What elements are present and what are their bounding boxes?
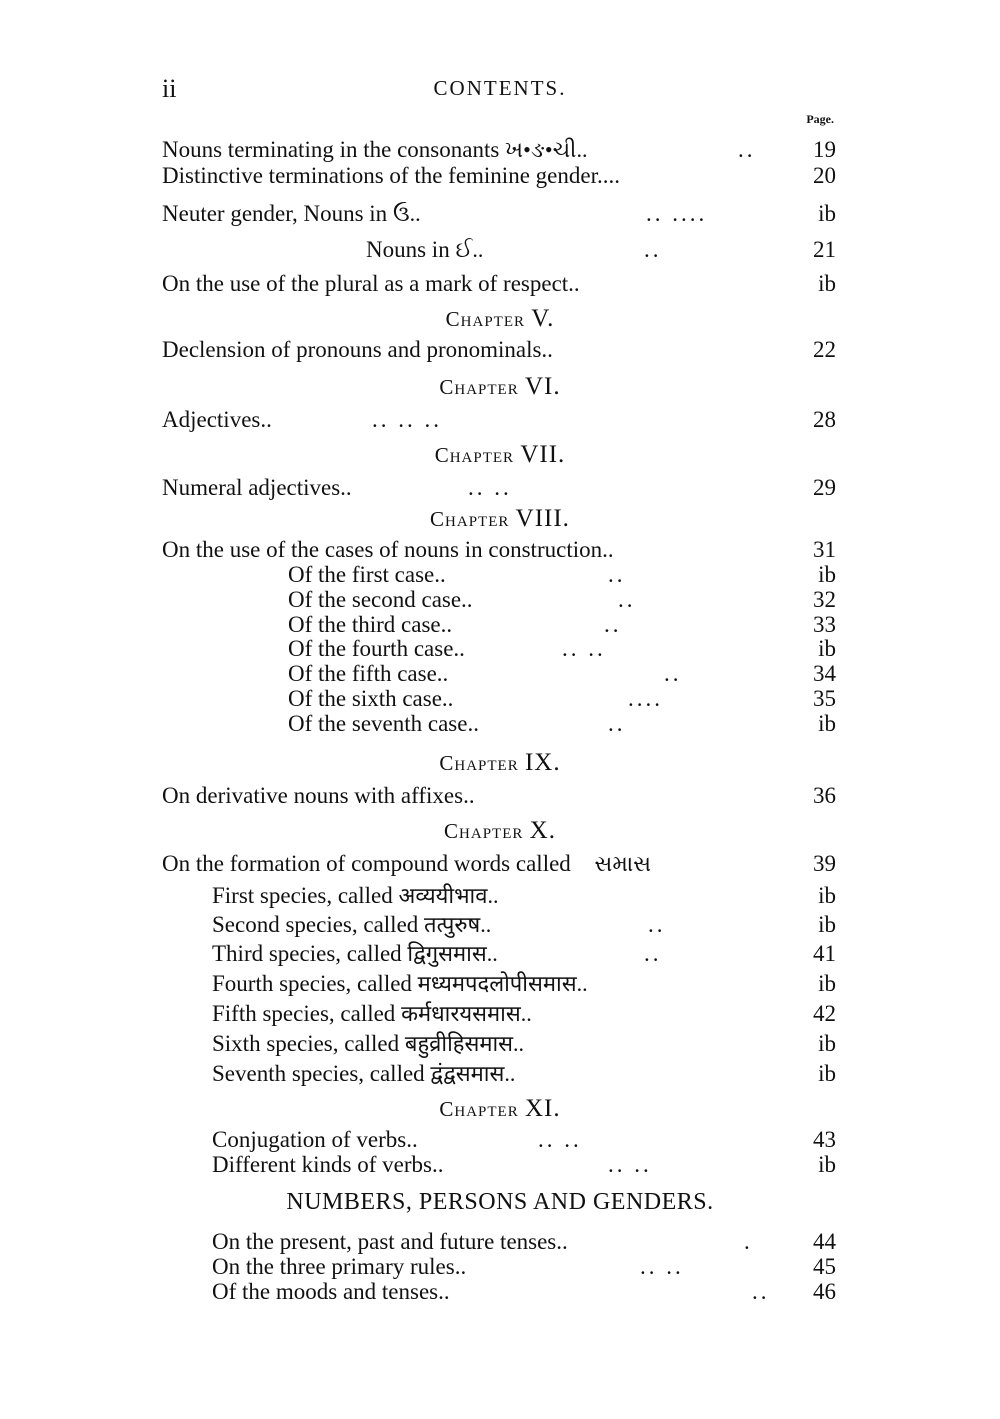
toc-entry: [162, 784, 475, 807]
page-number: 22: [813, 337, 836, 362]
entry-text: On the use of the cases of nouns in construction..: [162, 537, 614, 562]
toc-entry: [366, 238, 483, 261]
entry-text: First species, called: [212, 883, 393, 908]
entry-text: Neuter gender, Nouns in: [162, 201, 388, 226]
toc-entry: [162, 538, 614, 561]
page-number: 28: [813, 407, 836, 432]
toc-entry: [288, 637, 465, 660]
page-number: ib: [818, 711, 836, 736]
entry-text: Of the third case..: [288, 612, 453, 637]
entry-script-term: बहुव्रीहिसमास..: [404, 1031, 525, 1056]
dot-leader: ..: [664, 661, 682, 686]
dot-leader: ..: [618, 587, 636, 612]
toc-entry: [212, 1062, 515, 1085]
page-number: ib: [818, 1152, 836, 1177]
chapter-number: X.: [529, 817, 556, 844]
toc-entry: [162, 164, 620, 187]
page-number: 31: [813, 537, 836, 562]
toc-entry: [288, 712, 479, 735]
chapter-number: V.: [531, 305, 555, 332]
toc-entry: [288, 662, 448, 685]
entry-text: Nouns terminating in the consonants: [162, 137, 500, 162]
chapter-label: Chapter: [444, 819, 524, 843]
toc-entry: [162, 852, 651, 875]
toc-entry: [212, 1002, 532, 1025]
toc-entry: [288, 687, 453, 710]
dot-leader: .. ..: [538, 1127, 582, 1152]
page-number: ib: [818, 1031, 836, 1056]
page-number: 39: [813, 851, 836, 876]
entry-text: On the present, past and future tenses..: [212, 1229, 568, 1254]
dot-leader: .. ....: [646, 201, 708, 226]
page-number: 46: [813, 1279, 836, 1304]
chapter-number: VII.: [520, 441, 566, 468]
dot-leader: ..: [644, 237, 662, 262]
chapter-heading: [0, 506, 1000, 531]
entry-script-term: ખ•ઙ•ચી..: [505, 137, 588, 162]
dot-leader: ..: [738, 137, 756, 162]
entry-text: Numeral adjectives..: [162, 475, 352, 500]
entry-text: Sixth species, called: [212, 1031, 400, 1056]
chapter-label: Chapter: [439, 1097, 519, 1121]
page-number: ib: [818, 1061, 836, 1086]
section-heading: NUMBERS, PERSONS AND GENDERS.: [286, 1189, 714, 1215]
toc-entry: [162, 138, 587, 161]
entry-script-term: अव्ययीभाव..: [398, 883, 499, 908]
entry-text: Second species, called: [212, 912, 419, 937]
chapter-heading: [0, 750, 1000, 775]
dot-leader: .. .. ..: [372, 407, 442, 432]
entry-text: Nouns in: [366, 237, 450, 262]
page-number: 21: [813, 237, 836, 262]
page-number: ib: [818, 971, 836, 996]
page-number: 34: [813, 661, 836, 686]
page-number: ib: [818, 271, 836, 296]
toc-entry: [162, 408, 272, 431]
entry-text: On the three primary rules..: [212, 1254, 467, 1279]
page-number: ib: [818, 636, 836, 661]
dot-leader: .. ..: [640, 1254, 684, 1279]
chapter-heading: [0, 442, 1000, 467]
chapter-label: Chapter: [445, 307, 525, 331]
entry-text: Of the seventh case..: [288, 711, 479, 736]
page-number: 43: [813, 1127, 836, 1152]
entry-text: Fourth species, called: [212, 971, 412, 996]
toc-entry: [212, 913, 491, 936]
page-number: 41: [813, 941, 836, 966]
toc-entry: [212, 1032, 524, 1055]
entry-text: Of the fifth case..: [288, 661, 449, 686]
folio-number: ii: [162, 74, 177, 103]
toc-entry: [212, 1128, 418, 1151]
toc-entry: [212, 1255, 466, 1278]
toc-entry: [288, 563, 446, 586]
entry-text: Of the moods and tenses..: [212, 1279, 450, 1304]
toc-entry: [162, 272, 580, 295]
entry-script-term: तत्पुरुष..: [424, 912, 492, 937]
toc-entry: [162, 338, 553, 361]
entry-script-term: ઉ..: [392, 201, 421, 226]
toc-entry: [212, 1280, 450, 1303]
page-number: ib: [818, 912, 836, 937]
page-number: ib: [818, 883, 836, 908]
toc-entry: [212, 942, 498, 965]
entry-text: Conjugation of verbs..: [212, 1127, 418, 1152]
toc-entry: [212, 1230, 568, 1253]
page-number: 42: [813, 1001, 836, 1026]
entry-text: Distinctive terminations of the feminine gender....: [162, 163, 620, 188]
page-number: 44: [813, 1229, 836, 1254]
chapter-number: VIII.: [515, 505, 570, 532]
page-number: 33: [813, 612, 836, 637]
chapter-heading: [0, 306, 1000, 331]
chapter-label: Chapter: [439, 751, 519, 775]
chapter-heading: [0, 1096, 1000, 1121]
entry-text: Third species, called: [212, 941, 402, 966]
entry-script-term: द्वंद्वसमास..: [430, 1061, 516, 1086]
toc-entry: [288, 613, 452, 636]
chapter-number: XI.: [524, 1095, 561, 1122]
entry-text: On derivative nouns with affixes..: [162, 783, 475, 808]
dot-leader: ..: [608, 562, 626, 587]
entry-text: Seventh species, called: [212, 1061, 425, 1086]
page-number: ib: [818, 562, 836, 587]
dot-leader: ..: [644, 941, 662, 966]
page-number: 19: [813, 137, 836, 162]
page-number: 20: [813, 163, 836, 188]
toc-entry: [212, 972, 588, 995]
entry-text: Of the first case..: [288, 562, 446, 587]
dot-leader: ..: [604, 612, 622, 637]
chapter-label: Chapter: [439, 375, 519, 399]
dot-leader: ....: [628, 686, 663, 711]
dot-leader: ..: [648, 912, 666, 937]
entry-text: Adjectives..: [162, 407, 272, 432]
running-title: CONTENTS.: [433, 76, 567, 100]
entry-text: Of the second case..: [288, 587, 473, 612]
chapter-heading: [0, 818, 1000, 843]
page-number: 32: [813, 587, 836, 612]
entry-script-term: मध्यमपदलोपीसमास..: [417, 971, 588, 996]
toc-entry: [162, 476, 352, 499]
entry-text: Fifth species, called: [212, 1001, 396, 1026]
dot-leader: .. ..: [468, 475, 512, 500]
entry-text: Declension of pronouns and pronominals..: [162, 337, 553, 362]
entry-text: Of the fourth case..: [288, 636, 465, 661]
dot-leader: .: [744, 1229, 753, 1254]
page-number: 35: [813, 686, 836, 711]
entry-script-term: સમાસ: [594, 851, 652, 876]
dot-leader: ..: [608, 711, 626, 736]
entry-text: On the formation of compound words called: [162, 851, 571, 876]
toc-entry: [288, 588, 473, 611]
chapter-number: VI.: [524, 373, 561, 400]
toc-entry: [212, 1153, 443, 1176]
page-number: 45: [813, 1254, 836, 1279]
entry-script-term: कर्मधारयसमास..: [401, 1001, 532, 1026]
entry-script-term: ઈ..: [455, 237, 484, 262]
entry-text: Different kinds of verbs..: [212, 1152, 444, 1177]
chapter-label: Chapter: [430, 507, 510, 531]
toc-entry: [162, 202, 421, 225]
page-number: 36: [813, 783, 836, 808]
page-number: ib: [818, 201, 836, 226]
chapter-label: Chapter: [434, 443, 515, 467]
entry-text: Of the sixth case..: [288, 686, 454, 711]
entry-script-term: द्विगुसमास..: [407, 941, 498, 966]
page-number: 29: [813, 475, 836, 500]
dot-leader: ..: [752, 1279, 770, 1304]
page-column-label: Page.: [806, 112, 834, 126]
dot-leader: .. ..: [562, 636, 606, 661]
chapter-heading: [0, 374, 1000, 399]
dot-leader: .. ..: [608, 1152, 652, 1177]
entry-text: On the use of the plural as a mark of respect..: [162, 271, 580, 296]
toc-entry: [212, 884, 498, 907]
chapter-number: IX.: [524, 749, 561, 776]
